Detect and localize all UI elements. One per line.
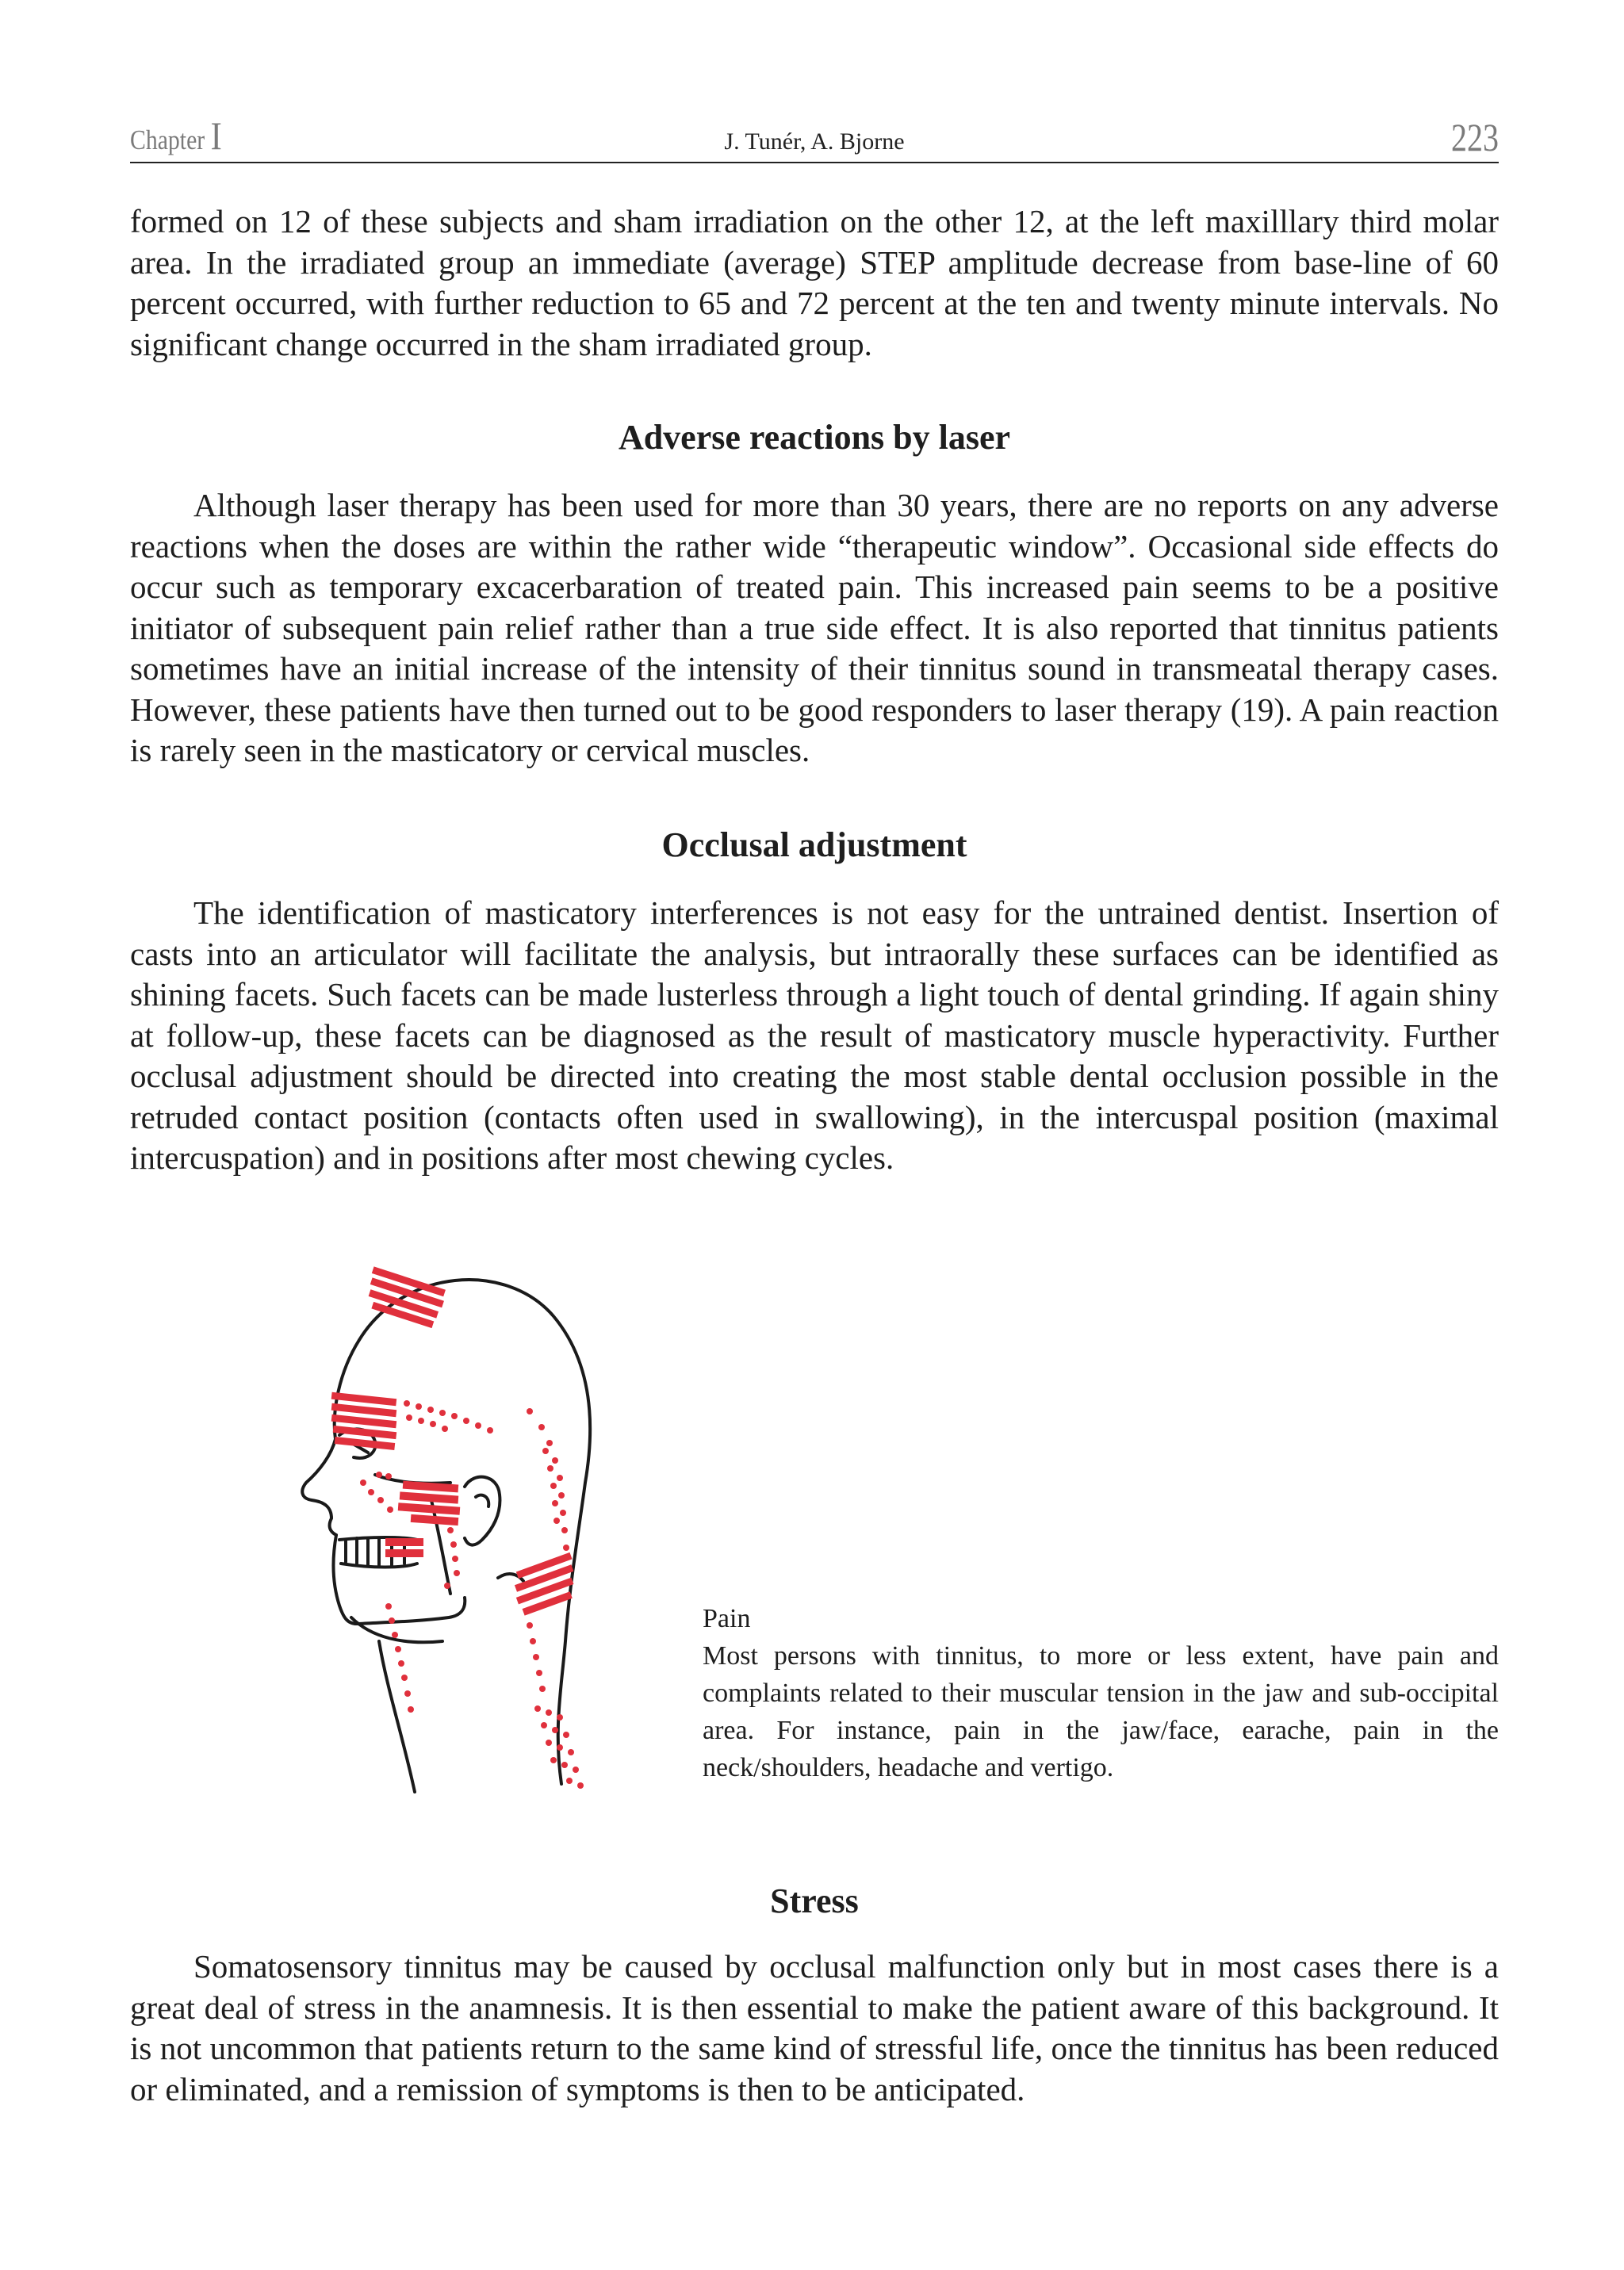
figure-caption xyxy=(703,1600,1499,1786)
pain-referral-dots xyxy=(360,1400,584,1789)
pain-areas xyxy=(331,1266,584,1789)
heading-adverse-reactions: Adverse reactions by laser xyxy=(618,418,1011,457)
paragraph-adverse-reactions: Although laser therapy has been used for more than 30 years, there are no reports on any adverse reactions when the doses are within the rather wide “therapeutic window”. Occasional side effects do occur such as temporary excacerbaration of treated pain. This increased pain seems to be a positive initiator of subsequent pain relief rather than a true side effect. It is also reported that tinnitus patients sometimes have an initial increase of the intensity of their tinnitus sound in transmeatal therapy cases. However, these patients have then turned out to be good responders to laser therapy (19). A pain reaction is rarely seen in the masticatory or cervical muscles. xyxy=(130,487,1499,768)
page-number: 223 xyxy=(1451,115,1499,159)
chapter-word: Chapter xyxy=(130,124,205,155)
heading-occlusal-adjustment: Occlusal adjustment xyxy=(661,825,967,864)
paragraph-occlusal-adjustment: The identification of masticatory interferences is not easy for the untrained dentist. Insertion of casts into an articulator will facilitate the analysis, but intraorally these surfaces can be identified as shining facets. Such facets can be made lusterless through a light touch of dental grinding. If again shiny at follow-up, these facets can be diagnosed as the result of masticatory muscle hyperactivity. Further occlusal adjustment should be directed into creating the most stable dental occlusion possible in the retruded contact position (contacts often used in swallowing), in the intercuspal position (maximal intercuspation) and in positions after most chewing cycles. xyxy=(130,894,1499,1176)
pain-area-temple xyxy=(331,1392,396,1450)
head-pain-diagram xyxy=(213,1245,641,1800)
paragraph-study-results: formed on 12 of these subjects and sham irradiation on the other 12, at the left maxilllary third molar area. In the irradiated group an immediate (average) STEP amplitude decrease from base-line of 60 percent occurred, with further reduction to 65 and 72 percent at the ten and twenty minute intervals. No significant change occurred in the sham irradiated group. xyxy=(130,203,1499,362)
chapter-number: I xyxy=(210,113,222,158)
heading-stress: Stress xyxy=(770,1881,859,1920)
paragraph-stress: Somatosensory tinnitus may be caused by occlusal malfunction only but in most cases there is a great deal of stress in the anamnesis. It is then essential to make the patient aware of this background. It is not uncommon that patients return to the same kind of stressful life, once the tinnitus has been reduced or eliminated, and a remission of symptoms is then to be anticipated. xyxy=(130,1948,1499,2107)
figure-caption-title: Pain xyxy=(703,1604,751,1633)
head-pain-illustration xyxy=(213,1245,641,1800)
figure-caption-body: Most persons with tinnitus, to more or less extent, have pain and complaints related to their muscular tension in the jaw and sub-occipital area. For instance, pain in the jaw/face, earache, pain in the neck/shoulders, headache and vertigo. xyxy=(703,1641,1499,1782)
author-names: J. Tunér, A. Bjorne xyxy=(724,128,905,155)
pain-area-jaw-joint xyxy=(398,1481,461,1526)
running-header xyxy=(130,113,1499,163)
pain-area-suboccipital xyxy=(515,1552,574,1616)
pain-area-vertex xyxy=(369,1266,446,1328)
